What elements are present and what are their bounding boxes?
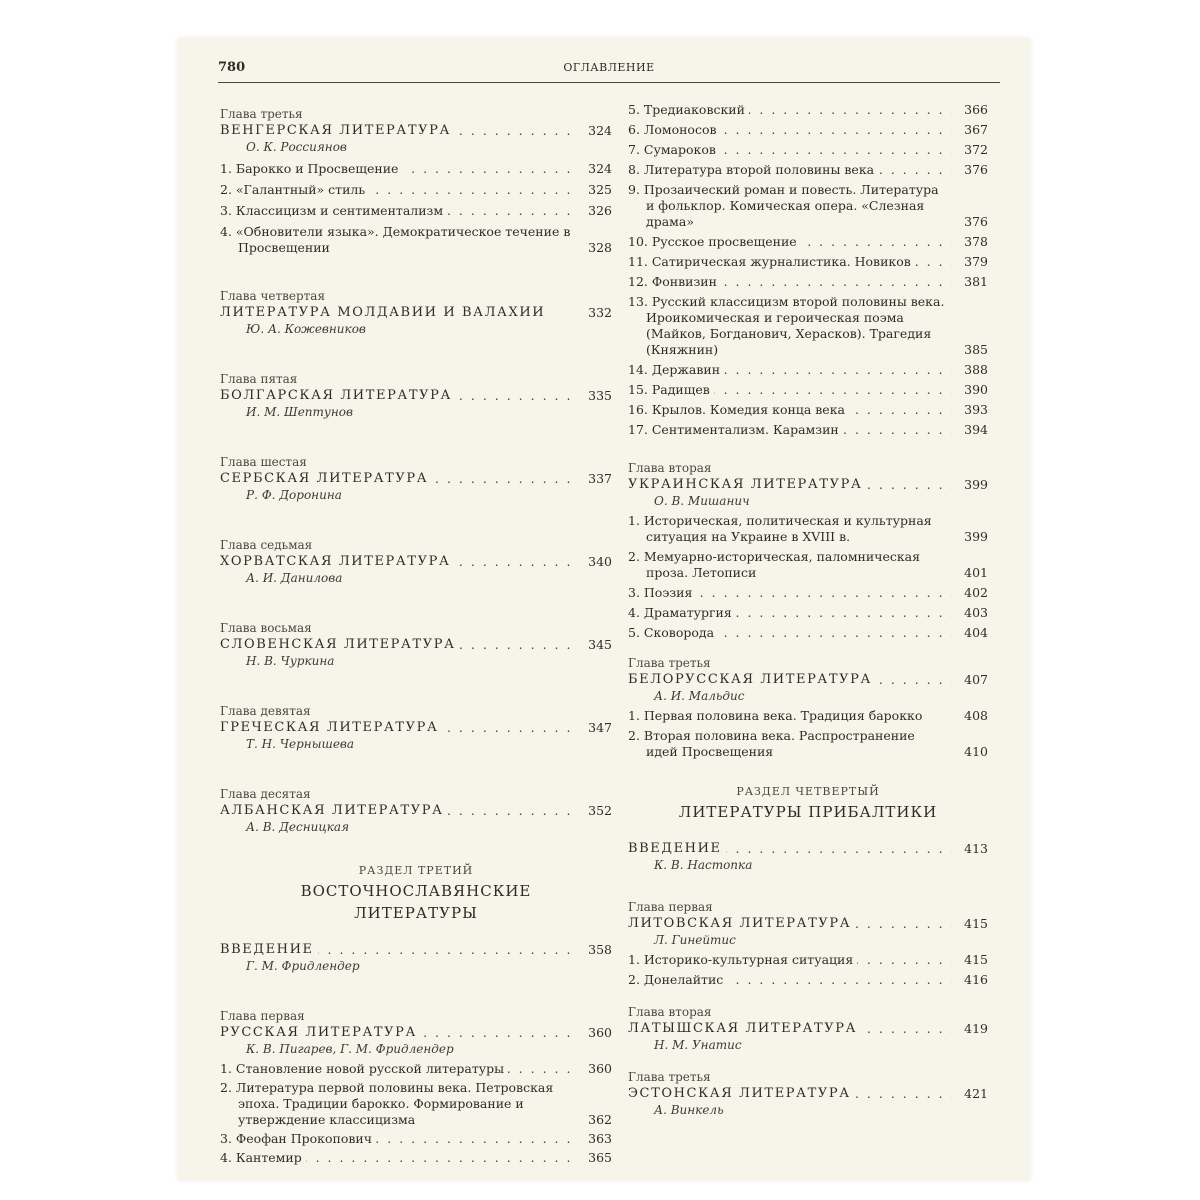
toc-item[interactable]: 13. Русский классицизм второй половины века. Ироикомическая и героическая поэма (Майков, Богданович, Херасков). Трагедия (Княжнин) 385	[628, 294, 988, 357]
chapter-russian: Глава первая РУССКАЯ ЛИТЕРАТУРА . . . 360 К. В. Пигарев, Г. М. Фридлендер 1. Становление новой русской литературы . . . 360 2. Литература первой половины века. Петровская эпоха. Традиции барокко. Формирование и утверждение классицизма 362 3. Феофан Прокопович . . . 363 4. Кантемир . . . 365	[220, 1008, 612, 1166]
toc-item[interactable]: 9. Прозаический роман и повесть. Литература и фольклор. Комическая опера. «Слезная драма» 376	[628, 182, 988, 229]
running-title: ОГЛАВЛЕНИЕ	[563, 61, 655, 74]
chapter-title-row[interactable]: ХОРВАТСКАЯ ЛИТЕРАТУРА . . . 340	[220, 553, 612, 570]
toc-item[interactable]: 14. Державин . . . 388	[628, 362, 988, 378]
section-heading-3: РАЗДЕЛ ТРЕТИЙ ВОСТОЧНОСЛАВЯНСКИЕ ЛИТЕРАТУРЫ	[300, 864, 532, 922]
toc-item[interactable]: 5. Сковорода . . . 404	[628, 625, 988, 641]
chapter-title-row[interactable]: ЛИТЕРАТУРА МОЛДАВИИ И ВАЛАХИИ 332	[220, 305, 612, 320]
chapter-author: О. К. Россиянов	[246, 140, 347, 154]
intro-baltic: ВВЕДЕНИЕ . . . 413 К. В. Настопка	[628, 840, 988, 873]
toc-item[interactable]: 7. Сумароков . . . 372	[628, 142, 988, 158]
chapter-serbian: Глава шестая СЕРБСКАЯ ЛИТЕРАТУРА . . . 337 Р. Ф. Доронина	[220, 454, 612, 503]
chapter-title-row[interactable]: СЕРБСКАЯ ЛИТЕРАТУРА . . . 337	[220, 470, 612, 487]
chapter-title-row[interactable]: ГРЕЧЕСКАЯ ЛИТЕРАТУРА . . . 347	[220, 719, 612, 736]
toc-item[interactable]: 5. Тредиаковский . . . 366	[628, 102, 988, 118]
toc-item[interactable]: 1. Барокко и Просвещение . . . 324	[220, 161, 612, 177]
chapter-estonian: Глава третья ЭСТОНСКАЯ ЛИТЕРАТУРА . . . 421 А. Винкель	[628, 1069, 988, 1118]
russian-continued	[628, 102, 988, 438]
toc-item[interactable]: 3. Поэзия . . . 402	[628, 585, 988, 601]
chapter-title: ВЕНГЕРСКАЯ ЛИТЕРАТУРА	[220, 123, 455, 138]
chapter-title-row[interactable]: АЛБАНСКАЯ ЛИТЕРАТУРА . . . 352	[220, 802, 612, 819]
chapter-label: Глава третья	[220, 107, 303, 121]
toc-item[interactable]: 4. Кантемир . . . 365	[220, 1150, 612, 1166]
toc-item[interactable]: 4. Драматургия . . . 403	[628, 605, 988, 621]
toc-item[interactable]: 3. Классицизм и сентиментализм . . . 326	[220, 203, 612, 219]
chapter-hungarian	[220, 106, 612, 256]
chapter-title-row[interactable]: БЕЛОРУССКАЯ ЛИТЕРАТУРА . . . 407	[628, 671, 988, 688]
chapter-latvian: Глава вторая ЛАТЫШСКАЯ ЛИТЕРАТУРА . . . 419 Н. М. Унатис	[628, 1004, 988, 1053]
toc-item[interactable]: 2. Литература первой половины века. Петровская эпоха. Традиции барокко. Формирование и утверждение классицизма 362	[220, 1080, 612, 1127]
toc-item[interactable]: 12. Фонвизин . . . 381	[628, 274, 988, 290]
book-page	[178, 38, 1030, 1180]
page-header	[218, 60, 1000, 82]
chapter-slovene: Глава восьмая СЛОВЕНСКАЯ ЛИТЕРАТУРА . . . 345 Н. В. Чуркина	[220, 620, 612, 669]
toc-item[interactable]: 2. Донелайтис . . . 416	[628, 972, 988, 988]
header-rule	[218, 82, 1000, 83]
chapter-title-row[interactable]: ЛАТЫШСКАЯ ЛИТЕРАТУРА . . . 419	[628, 1020, 988, 1037]
chapter-greek: Глава девятая ГРЕЧЕСКАЯ ЛИТЕРАТУРА . . . 347 Т. Н. Чернышева	[220, 703, 612, 752]
toc-item[interactable]: 1. Становление новой русской литературы . . . 360	[220, 1061, 612, 1077]
page-ref: 324	[588, 123, 612, 138]
intro-east-slavic: ВВЕДЕНИЕ . . . 358 Г. М. Фридлендер	[220, 941, 612, 974]
chapter-title-row[interactable]: БОЛГАРСКАЯ ЛИТЕРАТУРА . . . 335	[220, 387, 612, 404]
page-number: 780	[218, 60, 246, 75]
toc-left-column	[220, 106, 612, 1172]
toc-item[interactable]: 2. Мемуарно-историческая, паломническая проза. Летописи 401	[628, 549, 988, 580]
chapter-title-row[interactable]: ЭСТОНСКАЯ ЛИТЕРАТУРА . . . 421	[628, 1085, 988, 1102]
toc-right-column	[628, 102, 988, 1124]
toc-item[interactable]: 8. Литература второй половины века . . . 376	[628, 162, 988, 178]
chapter-title-row[interactable]: УКРАИНСКАЯ ЛИТЕРАТУРА . . . 399	[628, 476, 988, 493]
chapter-ukrainian: Глава вторая УКРАИНСКАЯ ЛИТЕРАТУРА . . . 399 О. В. Мишанич 1. Историческая, политическая и культурная ситуация на Украине в XVIII в. 399 2. Мемуарно-историческая, паломническая проза. Летописи 401 3. Поэзия . . . 402 4. Драматургия . . . 403 5. Сковорода . . . 404	[628, 460, 988, 641]
chapter-title-row[interactable]	[220, 122, 612, 139]
chapter-title-row[interactable]: ЛИТОВСКАЯ ЛИТЕРАТУРА . . . 415	[628, 915, 988, 932]
toc-item[interactable]: 4. «Обновители языка». Демократическое течение в Просвещении 328	[220, 224, 612, 255]
toc-item[interactable]: 11. Сатирическая журналистика. Новиков . . . 379	[628, 254, 988, 270]
chapter-title-row[interactable]: РУССКАЯ ЛИТЕРАТУРА . . . 360	[220, 1024, 612, 1041]
chapter-bulgarian: Глава пятая БОЛГАРСКАЯ ЛИТЕРАТУРА . . . 335 И. М. Шептунов	[220, 371, 612, 420]
chapter-belarusian: Глава третья БЕЛОРУССКАЯ ЛИТЕРАТУРА . . . 407 А. И. Мальдис 1. Первая половина века. Традиция барокко 408 2. Вторая половина века. Распространение идей Просвещения 410	[628, 655, 988, 760]
toc-item[interactable]: 1. Историко-культурная ситуация . . . 415	[628, 952, 988, 968]
chapter-croatian: Глава седьмая ХОРВАТСКАЯ ЛИТЕРАТУРА . . . 340 А. И. Данилова	[220, 537, 612, 586]
toc-item[interactable]: 3. Феофан Прокопович . . . 363	[220, 1131, 612, 1147]
chapter-title-row[interactable]: ВВЕДЕНИЕ . . . 413	[628, 840, 988, 857]
chapter-moldavia: Глава четвертая ЛИТЕРАТУРА МОЛДАВИИ И ВАЛАХИИ 332 Ю. А. Кожевников	[220, 289, 612, 336]
toc-item[interactable]: 10. Русское просвещение . . . 378	[628, 234, 988, 250]
section-heading-4: РАЗДЕЛ ЧЕТВЕРТЫЙ ЛИТЕРАТУРЫ ПРИБАЛТИКИ	[678, 785, 938, 821]
toc-item[interactable]: 16. Крылов. Комедия конца века . . . 393	[628, 402, 988, 418]
toc-item[interactable]: 15. Радищев . . . 390	[628, 382, 988, 398]
toc-item[interactable]: 1. Первая половина века. Традиция барокко 408	[628, 708, 988, 723]
chapter-albanian: Глава десятая АЛБАНСКАЯ ЛИТЕРАТУРА . . . 352 А. В. Десницкая	[220, 786, 612, 835]
toc-item[interactable]: 6. Ломоносов . . . 367	[628, 122, 988, 138]
chapter-lithuanian: Глава первая ЛИТОВСКАЯ ЛИТЕРАТУРА . . . 415 Л. Гинейтис 1. Историко-культурная ситуация . . . 415 2. Донелайтис . . . 416	[628, 899, 988, 988]
chapter-title-row[interactable]: ВВЕДЕНИЕ . . . 358	[220, 941, 612, 958]
toc-item[interactable]: 2. «Галантный» стиль . . . 325	[220, 182, 612, 198]
toc-item[interactable]: 17. Сентиментализм. Карамзин . . . 394	[628, 422, 988, 438]
toc-item[interactable]: 1. Историческая, политическая и культурная ситуация на Украине в XVIII в. 399	[628, 513, 988, 544]
chapter-title-row[interactable]: СЛОВЕНСКАЯ ЛИТЕРАТУРА . . . 345	[220, 636, 612, 653]
toc-item[interactable]: 2. Вторая половина века. Распространение идей Просвещения 410	[628, 728, 988, 759]
